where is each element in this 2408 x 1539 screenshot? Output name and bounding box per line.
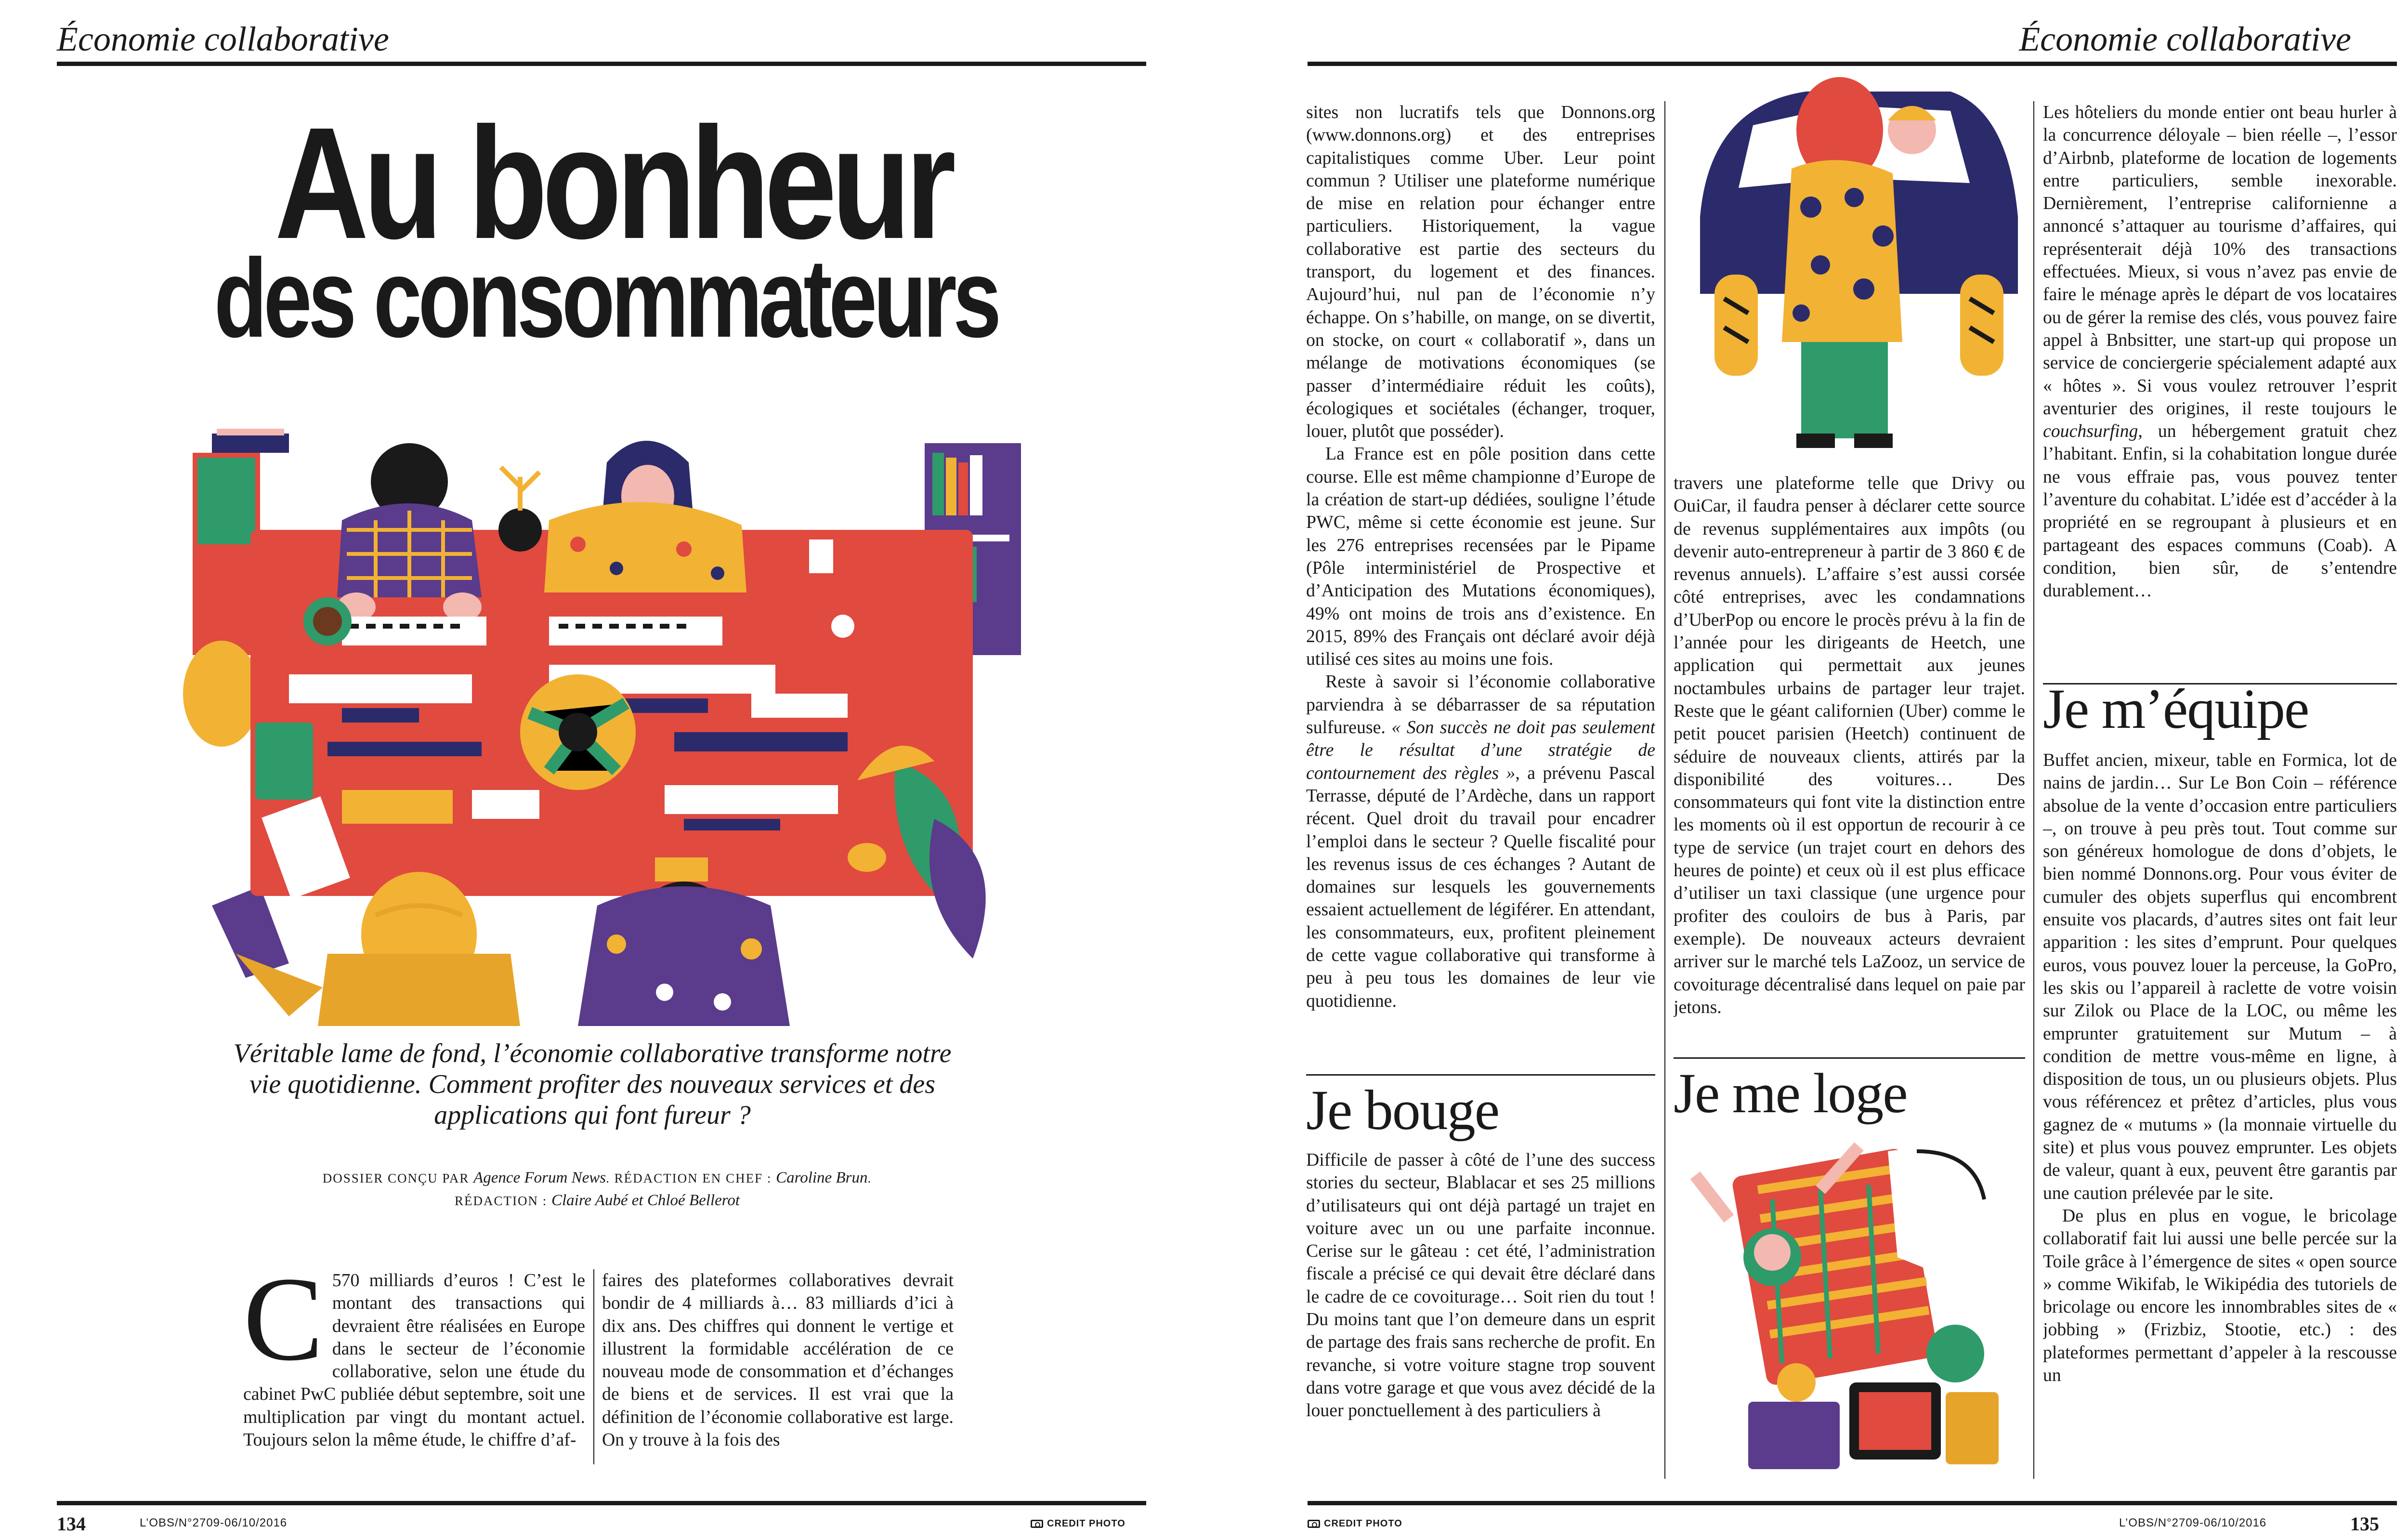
credit-photo-label-left: CREDIT PHOTO bbox=[1047, 1518, 1125, 1529]
heading-je-me-loge: Je me loge bbox=[1674, 1062, 1907, 1125]
keyboard-1 bbox=[342, 617, 486, 645]
camera-icon bbox=[1031, 1520, 1043, 1528]
plant-pot bbox=[498, 508, 542, 552]
section-equipe-text bbox=[2043, 749, 2397, 1481]
issue-info-left: L’OBS/N°2709-06/10/2016 bbox=[140, 1516, 288, 1529]
credits-chief: Caroline Brun bbox=[776, 1169, 868, 1186]
intro-column-1 bbox=[243, 1269, 585, 1472]
bouge-paragraph: Difficile de passer à côté de l’une des success stories du secteur, Blablacar et ses 25 millions d’utilisateurs qui ont déjà partagé un trajet en voiture avec un ou une parfaite inconnue. Cerise sur le gâteau : cet été, l’administration fiscale a précisé ce qui devait être déclaré dans le cadre de ce covoiturage… Soit rien du tout ! Du moins tant que l’on demeure dans un esprit de partage des frais sans recherche de profit. En revanche, si votre voiture stagne trop souvent dans votre garage et que vous avez décidé de la louer ponctuellement à des particuliers à bbox=[1306, 1150, 1655, 1421]
heading-je-m-equipe: Je m’équipe bbox=[2043, 677, 2309, 740]
bottom-rule-right bbox=[1308, 1501, 2397, 1505]
camera-icon bbox=[1308, 1520, 1320, 1528]
heading-je-bouge: Je bouge bbox=[1306, 1079, 1499, 1142]
top-rule-left bbox=[57, 62, 1146, 66]
section-bouge-text bbox=[1306, 1149, 1655, 1481]
page-number-right: 135 bbox=[2350, 1513, 2379, 1535]
title-line-1: Au bonheur bbox=[275, 94, 951, 272]
credits-redaction-prefix: RÉDACTION : bbox=[454, 1194, 548, 1208]
section-rule-loge bbox=[1674, 1057, 2025, 1059]
col3-p1-start: Les hôteliers du monde entier ont beau hurler à la concurrence déloyale – bien réelle –, l’essor d’Airbnb, plateforme de location de logements entre particuliers, semble inexorable. Dernièrement, l’entreprise californienne a annoncé s’attaquer au tourisme d’affaires, qui représenterait déjà 10% des transactions effectuées. Mieux, si vous n’avez pas envie de faire le ménage après le départ de vos locataires ou de gérer la remise des clés, vous pouvez faire appel à Bnbsitter, une start-up qui propose un service de conciergerie spécialement adapté aux « hôtes ». Si vous voulez retrouver l’esprit aventurier des origines, il reste toujours le bbox=[2043, 102, 2397, 419]
office-table-illustration bbox=[183, 424, 1031, 1031]
credits-line-1: DOSSIER CONÇU PAR Agence Forum News. RÉDACTION EN CHEF : Caroline Brun. bbox=[322, 1169, 872, 1186]
credits-redaction-names: Claire Aubé et Chloé Bellerot bbox=[551, 1192, 740, 1209]
section-rule-bouge bbox=[1306, 1074, 1655, 1076]
col2-paragraph-1: travers une plateforme telle que Drivy ou OuiCar, il faudra penser à déclarer cette source de revenus supplémentaires aux impôts (ou devenir auto-entrepreneur à partir de 3 860 € de revenus annuels). L’affaire s’est aussi corsée côté entreprises, avec les condamnations d’UberPop ou encore le procès prévu à la fin de l’année pour les dirigeants de Heetch, une application qui permettait aux jeunes noctambules urbains de partager leur trajet. Reste que le géant californien (Uber) comme le petit poucet parisien (Heetch) continuent de séduire de nouveaux clients, attirés par la disponibilité des voitures… Des consommateurs qui font vite la distinction entre les moments où il est opportun de recourir à ce type de service (un trajet court en dehors des heures de pointe) et ceux où il est plus efficace d’utiliser un taxi classique (une urgence pour profiter des couloirs de bus à Paris, par exemple). De nouveaux acteurs devraient arriver sur le marché tels LaZooz, un service de covoiturage décentralisé dans lequel on paie par jetons. bbox=[1674, 473, 2025, 1017]
bottom-rule-left bbox=[57, 1501, 1146, 1505]
intro-text-1: 570 milliards d’euros ! C’est le montant des transactions qui devraient être réalisées en Europe dans le secteur de l’économie collaborative, selon une étude du cabinet PwC publiée début septembre, soit une multiplication par vingt du montant actuel. Toujours selon la même étude, le chiffre d’af- bbox=[243, 1270, 585, 1450]
monitor-1 bbox=[289, 674, 472, 703]
issue-info-right: L’OBS/N°2709-06/10/2016 bbox=[2119, 1516, 2267, 1529]
green-bag bbox=[255, 723, 313, 800]
title-line-2: des consommateurs bbox=[214, 236, 998, 361]
col1-paragraph-2: La France est en pôle position dans cette course. Elle est même championne d’Europe de la création de start-up dédiées, souligne l’étude PWC, même si cette économie est jeune. Sur les 276 entreprises recensées par le Pipame (Pôle interministériel de Prospective et d’Anticipation des Mutations économiques), 49% ont moins de trois ans d’existence. En 2015, 89% des Français ont déclaré avoir déjà utilisé ces sites au moins une fois. bbox=[1306, 444, 1655, 670]
col3-paragraph-1 bbox=[2043, 101, 2397, 603]
intro-column-2 bbox=[602, 1269, 954, 1472]
rubric-right: Économie collaborative bbox=[2019, 20, 2351, 58]
credits-prefix: DOSSIER CONÇU PAR bbox=[322, 1171, 470, 1185]
equipe-paragraph-2: De plus en plus en vogue, le bricolage collaboratif fait lui aussi une belle percée sur la Toile grâce à l’émergence de sites « open source » comme Wikifab, le Wikipédia des tutoriels de bricolage ou encore les innombrables sites de « jobbing » (Frizbiz, Stootie, etc.) : des plateformes permettant d’appeler à la rescousse un bbox=[2043, 1205, 2397, 1386]
page-number-left: 134 bbox=[57, 1513, 86, 1535]
equipe-paragraph-1: Buffet ancien, mixeur, table en Formica, lot de nains de jardin… Sur Le Bon Coin – référence absolue de la vente d’occasion entre particuliers –, on trouve à peu près tout. Tout comme sur son généreux homologue de dons d’objets, le bien nommé Donnons.org. Pour vous éviter de cumuler des objets superflus qui encombrent ensuite vos placards, d’autres sites ont fait leur apparition : les sites d’emprunt. Pour quelques euros, vous pouvez louer la perceuse, la GoPro, les skis ou l’appareil à raclette de votre voisin sur Zilok ou Place de la LOC, ou même les emprunter gratuitement sur Mutum – à condition de mettre vous-même en ligne, à disposition de tous, un ou plusieurs objets. Plus vous référencez et prêtez d’articles, plus vous gagnez de « mutums » (la monnaie virtuelle du site) et plus vous pouvez emprunter. Les objets de valeur, quant à eux, peuvent être garantis par une caution prélevée par le site. bbox=[2043, 750, 2397, 1203]
car-illustration bbox=[1681, 72, 2028, 458]
credits-agency: Agence Forum News bbox=[473, 1169, 606, 1186]
col1-paragraph-3 bbox=[1306, 671, 1655, 1012]
books-on-cabinet bbox=[212, 434, 289, 453]
col1-paragraph-1: sites non lucratifs tels que Donnons.org (www.donnons.org) et des entreprises capitalistiques comme Uber. Leur point commun ? Utiliser une plateforme numérique de mise en relation pour échanger entre particuliers. Historiquement, la vague collaborative est partie des secteurs du transport, du logement et des finances. Aujourd’hui, nul pan de l’économie n’y échappe. On s’habille, on mange, on se divertit, on stocke, on court « collaboratif », dans un mélange de motivations économiques (se passer d’intermédiaire réduit les coûts), écologiques et sociétales (échanger, troquer, louer, plutôt que posséder). bbox=[1306, 102, 1655, 442]
right-column-2 bbox=[1674, 472, 2025, 1069]
moving-house-illustration bbox=[1676, 1132, 2023, 1484]
credit-photo-left bbox=[1031, 1518, 1125, 1529]
credits-line-2 bbox=[202, 1192, 992, 1210]
keyboard-2 bbox=[549, 617, 722, 645]
column-divider-1 bbox=[1664, 101, 1665, 1479]
rubric-left: Économie collaborative bbox=[57, 20, 389, 58]
col3-couchsurfing: couchsurfing bbox=[2043, 421, 2138, 442]
col1-quote: « Son succès ne doit pas seulement être le résultat d’une stratégie de contournement des règles » bbox=[1306, 717, 1655, 783]
col1-p3-start: Reste à savoir si l’économie collaborative parviendra à se débarrasser de sa réputation sulfureuse. bbox=[1306, 671, 1655, 738]
col1-p3-end: , a prévenu Pascal Terrasse, député de l’Ardèche, dans un rapport récent. Quel droit du travail pour encadrer l’emploi dans le secteur ? Quelle fiscalité pour les revenus issus de ces échanges ? Autant de domaines sur lesquels les gouvernements essaient actuellement de légiférer. En attendant, les consommateurs, eux, profitent pleinement de cette vague collaborative qui transforme à peu à peu tous les domaines de leur vie quotidienne. bbox=[1306, 763, 1655, 1011]
col3-p1-end: , un hébergement gratuit chez l’habitant. Enfin, si la cohabitation longue durée ne vous effraie pas, vous pouvez tenter l’aventure du cohabitat. L’idée est d’accéder à la propriété en se regroupant à plusieurs et en partageant des espaces communs (Coab). A condition, bien sûr, de s’entendre durablement… bbox=[2043, 421, 2397, 601]
chapeau: Véritable lame de fond, l’économie collaborative transforme notre vie quotidienne. Comment profiter des nouveaux services et des applications qui font fureur ? bbox=[233, 1039, 952, 1130]
right-column-1 bbox=[1306, 101, 1655, 1074]
credit-photo-right bbox=[1308, 1518, 1402, 1529]
column-divider-intro bbox=[593, 1269, 594, 1464]
column-divider-2 bbox=[2033, 101, 2034, 1479]
credit-photo-label-right: CREDIT PHOTO bbox=[1324, 1518, 1402, 1529]
car-wheel-right bbox=[1960, 275, 2003, 376]
dropcap: C bbox=[243, 1269, 324, 1386]
right-page bbox=[1204, 0, 2408, 1539]
intro-text-2: faires des plateformes collaboratives devrait bondir de 4 milliards à… 83 milliards d’ici à dix ans. Des chiffres qui donnent le vertige et illustrent la formidable accélération de ce nouveau mode de consommation et d’échanges de biens et de services. Il est vrai que la définition de l’économie collaborative est large. On y trouve à la fois des bbox=[602, 1270, 954, 1450]
right-column-3 bbox=[2043, 101, 2397, 684]
top-rule-right bbox=[1308, 62, 2397, 66]
credits-mid: . RÉDACTION EN CHEF : bbox=[606, 1171, 772, 1185]
car-wheel-left bbox=[1714, 275, 1758, 376]
